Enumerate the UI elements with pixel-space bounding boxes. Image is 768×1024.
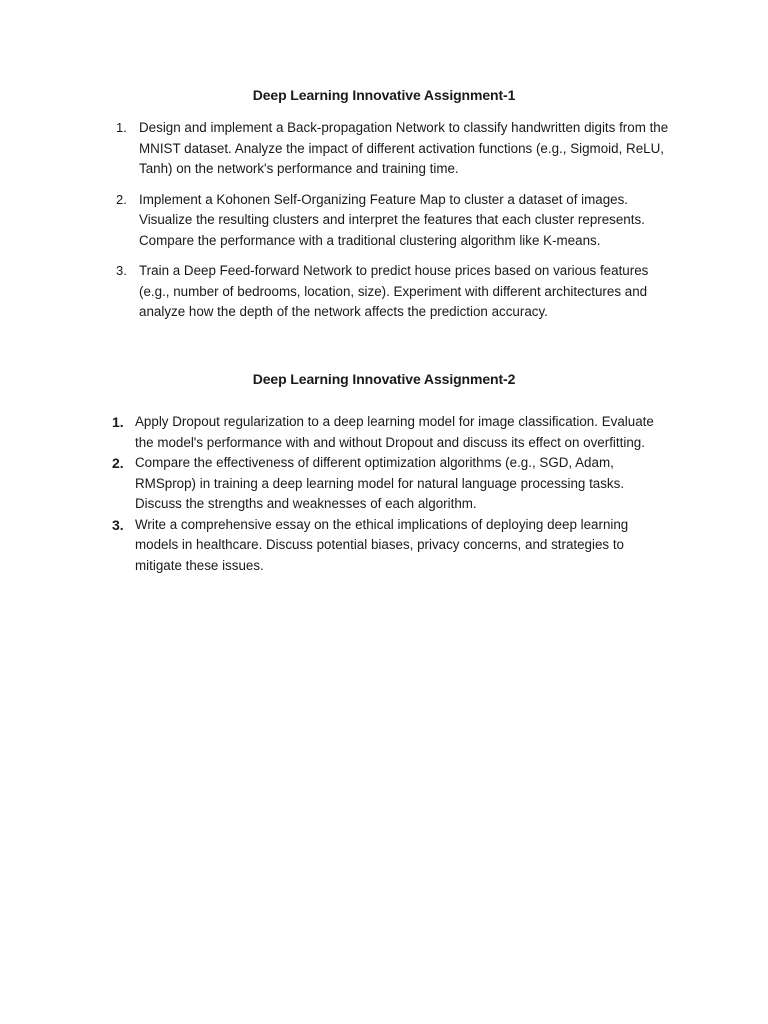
list-item-text: Implement a Kohonen Self-Organizing Feature Map to cluster a dataset of images. Visualize the resulting clusters and interpret the features that each cluster represents. Compare the performance with a traditional clustering algorithm like K-means. <box>139 191 645 248</box>
list-item-text: Design and implement a Back-propagation Network to classify handwritten digits from the MNIST dataset. Analyze the impact of different activation functions (e.g., Sigmoid, ReLU, Tanh) on the network's performance and training time. <box>139 120 669 176</box>
list-item <box>108 515 672 577</box>
list-item-text: Compare the effectiveness of different optimization algorithms (e.g., SGD, Adam, RMSprop) in training a deep learning model for natural language processing tasks. Discuss the strengths and weaknesses of each algorithm. <box>135 455 625 511</box>
assignment-2-title: Deep Learning Innovative Assignment-2 <box>252 371 516 387</box>
list-item-number: 2. <box>112 455 124 471</box>
list-item-number: 1. <box>112 414 124 430</box>
list-item <box>112 190 672 252</box>
assignment-1-list <box>112 118 672 333</box>
list-item <box>112 261 672 323</box>
assignment-2-list <box>108 412 672 576</box>
assignment-1-title: Deep Learning Innovative Assignment-1 <box>252 87 516 103</box>
list-item-text: Write a comprehensive essay on the ethical implications of deploying deep learning models in healthcare. Discuss potential biases, privacy concerns, and strategies to mitigate these issues. <box>135 516 629 573</box>
list-item-number: 3. <box>112 516 124 533</box>
list-item <box>108 453 672 515</box>
list-item <box>112 118 672 180</box>
list-item-number: 2. <box>116 191 127 207</box>
list-item-number: 3. <box>116 263 127 278</box>
list-item-text: Train a Deep Feed-forward Network to predict house prices based on various features (e.g., number of bedrooms, location, size). Experiment with different architectures and analyze how the depth of the network affects the prediction accuracy. <box>139 263 649 319</box>
list-item <box>108 412 672 453</box>
list-item-text: Apply Dropout regularization to a deep learning model for image classification. Evaluate the model's performance with and without Dropout and discuss its effect on overfitting. <box>135 414 654 450</box>
list-item-number: 1. <box>116 120 127 135</box>
